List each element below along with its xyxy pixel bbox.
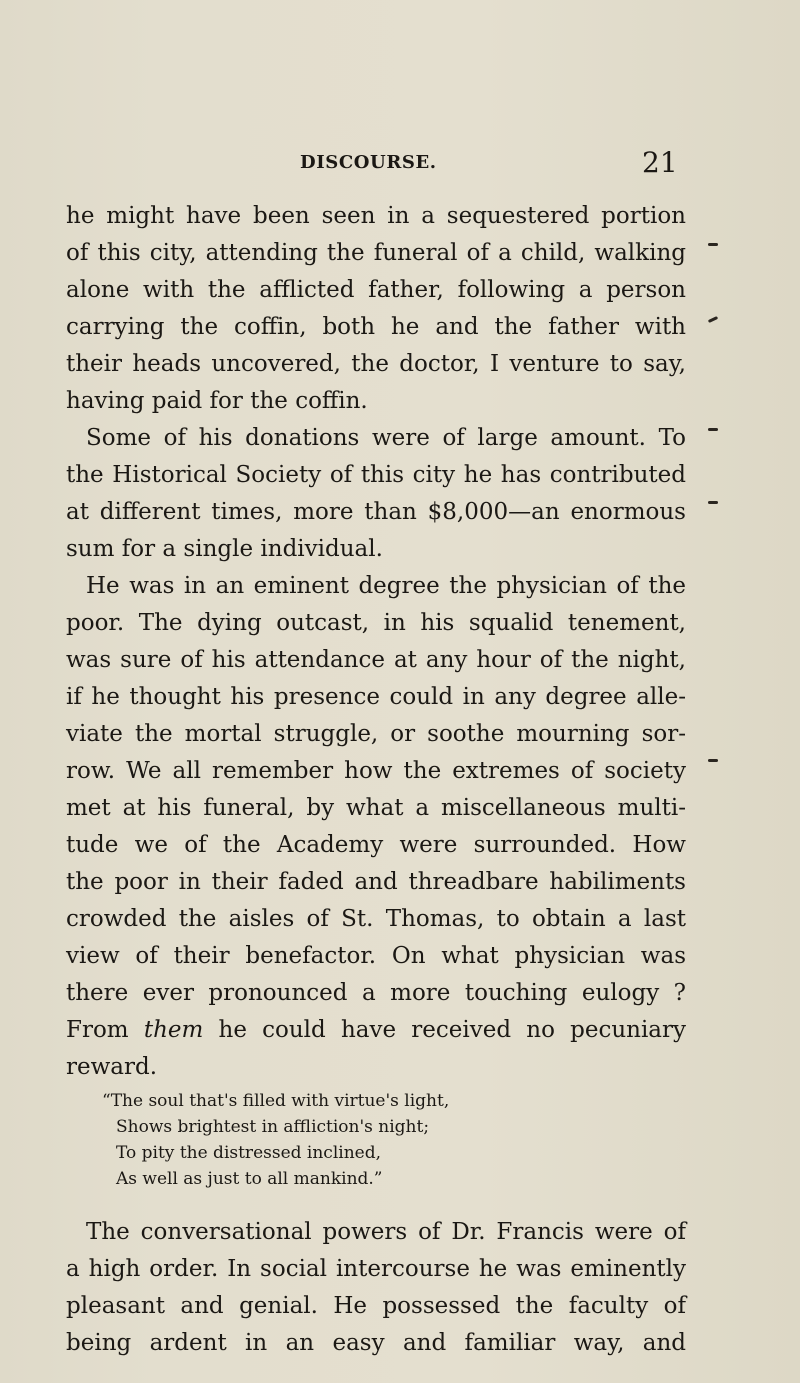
text-line: tude we of the Academy were surrounded. How (66, 832, 686, 858)
text-line: at different times, more than $8,000—an enormous (66, 499, 686, 525)
margin-mark (708, 501, 718, 504)
text-line: met at his funeral, by what a miscellaneous multi- (66, 795, 686, 821)
text-fragment: From (66, 1017, 129, 1043)
text-line: He was in an eminent degree the physician of the (86, 573, 686, 599)
text-fragment: he could have received no pecuniary (218, 1017, 687, 1043)
text-line: row. We all remember how the extremes of society (66, 758, 686, 784)
text-line: alone with the afflicted father, following a person (66, 277, 686, 303)
text-line: the Historical Society of this city he has contributed (66, 462, 686, 488)
verse-line: To pity the distressed inclined, (116, 1143, 381, 1163)
text-line: viate the mortal struggle, or soothe mourning sor- (66, 721, 686, 747)
text-line: was sure of his attendance at any hour of the night, (66, 647, 686, 673)
margin-mark (708, 243, 718, 246)
running-head: DISCOURSE. (300, 152, 437, 173)
text-line: pleasant and genial. He possessed the faculty of (66, 1293, 686, 1319)
paragraph-funeral (66, 198, 686, 420)
text-line: sum for a single individual. (66, 536, 383, 562)
text-line-with-emphasis (66, 1012, 686, 1049)
verse-quotation (66, 1088, 686, 1192)
paragraph-conversation (66, 1214, 686, 1362)
text-line: the poor in their faded and threadbare habiliments (66, 869, 686, 895)
margin-mark (708, 428, 718, 431)
paragraph-donations (66, 420, 686, 568)
text-line: view of their benefactor. On what physician was (66, 943, 686, 969)
body-text (66, 198, 686, 1362)
text-line: if he thought his presence could in any degree alle- (66, 684, 686, 710)
text-line: there ever pronounced a more touching eulogy ? (66, 980, 686, 1006)
verse-line: Shows brightest in affliction's night; (116, 1117, 430, 1137)
text-line: of this city, attending the funeral of a child, walking (66, 240, 686, 266)
text-line: having paid for the coffin. (66, 388, 368, 414)
page-number: 21 (642, 146, 678, 179)
text-line: Some of his donations were of large amount. To (86, 425, 686, 451)
text-line: being ardent in an easy and familiar way, and (66, 1330, 686, 1356)
paragraph-physician-of-poor (66, 568, 686, 1086)
page-header (0, 146, 800, 180)
text-line: he might have been seen in a sequestered portion (66, 203, 686, 229)
verse-line: “The soul that's filled with virtue's light, (102, 1091, 450, 1111)
text-line: reward. (66, 1054, 158, 1080)
text-line: carrying the coffin, both he and the father with (66, 314, 686, 340)
margin-mark (708, 316, 718, 323)
text-line: The conversational powers of Dr. Francis were of (86, 1219, 686, 1245)
emphasized-word: them (143, 1017, 204, 1043)
text-line: crowded the aisles of St. Thomas, to obtain a last (66, 906, 686, 932)
text-line: a high order. In social intercourse he was eminently (66, 1256, 686, 1282)
margin-mark (708, 759, 718, 762)
text-line: poor. The dying outcast, in his squalid tenement, (66, 610, 686, 636)
verse-line: As well as just to all mankind.” (116, 1169, 383, 1189)
text-line: their heads uncovered, the doctor, I venture to say, (66, 351, 686, 377)
